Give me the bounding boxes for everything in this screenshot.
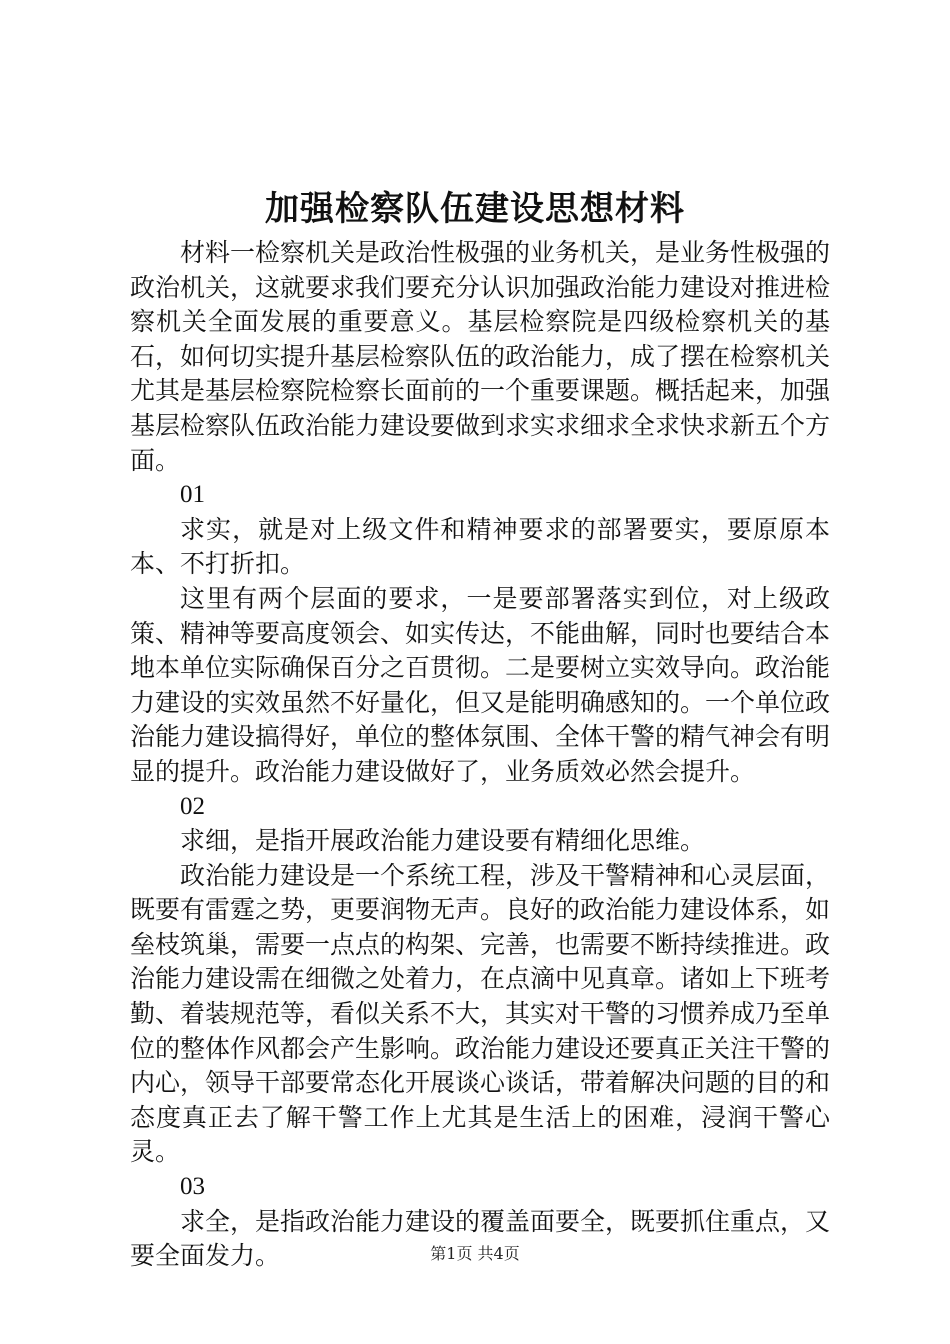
section-number: 02	[180, 792, 205, 820]
paragraph: 这里有两个层面的要求，一是要部署落实到位，对上级政策、精神等要高度领会、如实传达，不能曲解，同时也要结合本地本单位实际确保百分之百贯彻。二是要树立实效导向。政治能力建设的实效虽然不好量化，但又是能明确感知的。一个单位政治能力建设搞得好，单位的整体氛围、全体干警的精气神会有明显的提升。政治能力建设做好了，业务质效必然会提升。	[130, 583, 831, 786]
section-number: 03	[180, 1173, 205, 1201]
document-title: 加强检察队伍建设思想材料	[265, 189, 685, 229]
paragraph: 求全，是指政治能力建设的覆盖面要全，既要抓住重点，又要全面发力。	[130, 1206, 831, 1271]
paragraph: 材料一检察机关是政治性极强的业务机关，是业务性极强的政治机关，这就要求我们要充分认识加强政治能力建设对推进检察机关全面发展的重要意义。基层检察院是四级检察机关的基石，如何切实提升基层检察队伍的政治能力，成了摆在检察机关尤其是基层检察院检察长面前的一个重要课题。概括起来，加强基层检察队伍政治能力建设要做到求实求细求全求快求新五个方面。	[130, 238, 831, 475]
paragraph: 求细，是指开展政治能力建设要有精细化思维。	[180, 826, 706, 856]
document-body	[130, 236, 830, 1274]
paragraph: 政治能力建设是一个系统工程，涉及干警精神和心灵层面，既要有雷霆之势，更要润物无声。良好的政治能力建设体系，如垒枝筑巢，需要一点点的构架、完善，也需要不断持续推进。政治能力建设需在细微之处着力，在点滴中见真章。诸如上下班考勤、着装规范等，看似关系不大，其实对干警的习惯养成乃至单位的整体作风都会产生影响。政治能力建设还要真正关注干警的内心，领导干部要常态化开展谈心谈话，带着解决问题的目的和态度真正去了解干警工作上尤其是生活上的困难，浸润干警心灵。	[130, 860, 831, 1167]
page-footer: 第1页 共4页	[430, 1244, 520, 1263]
section-number: 01	[180, 481, 205, 509]
paragraph: 求实，就是对上级文件和精神要求的部署要实，要原原本本、不打折扣。	[130, 514, 830, 579]
